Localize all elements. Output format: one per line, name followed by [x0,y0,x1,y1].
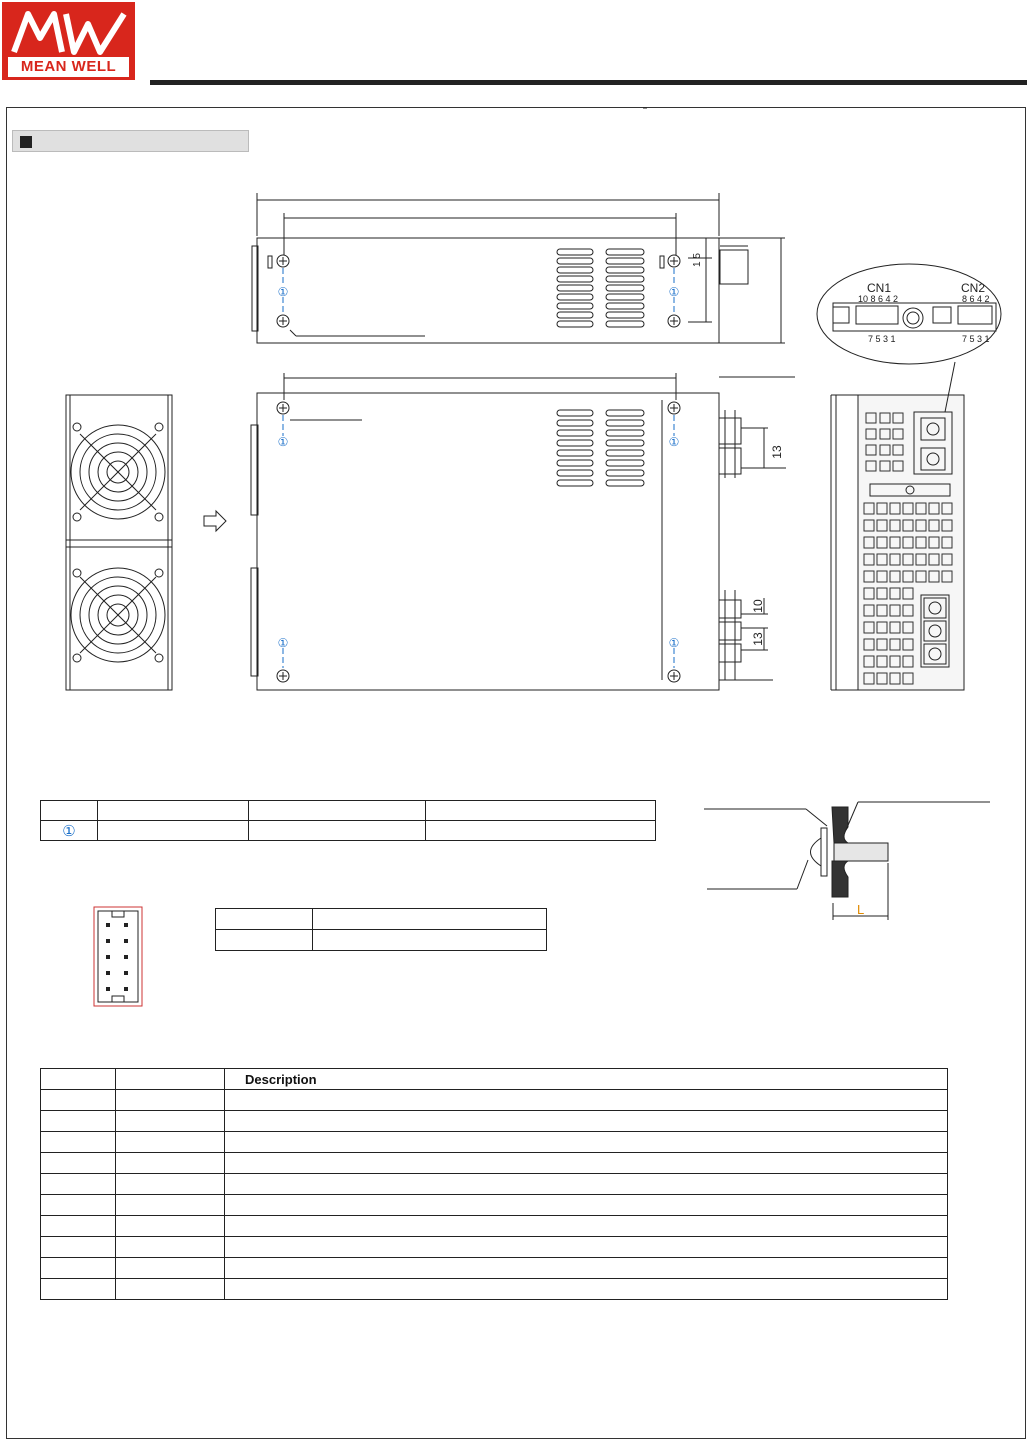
pin-assignment-table [40,1068,948,1300]
connector-callout [817,264,1001,364]
cn1-top-pins: 10 8 6 4 2 [858,294,899,304]
table-cell [225,1279,948,1300]
mounting-screw-table [40,800,656,841]
mount-marker: ① [277,285,289,299]
table-row [41,1132,948,1153]
table-row [41,1237,948,1258]
table-cell [225,1090,948,1111]
table-cell [216,909,313,930]
dimension-label: 13 [751,632,765,646]
table-cell [41,1195,116,1216]
table-cell [249,821,426,841]
description-header: Description [225,1069,948,1090]
table-cell [225,1258,948,1279]
table-cell [41,1279,116,1300]
mount-marker: ① [277,636,289,650]
table-cell [41,801,98,821]
table-cell [41,1090,116,1111]
table-cell [41,1174,116,1195]
table-cell [116,1090,225,1111]
mount-centerlines [283,268,674,668]
cn1-bottom-pins: 7 5 3 1 [868,334,896,344]
table-row [41,801,656,821]
connector-face [94,907,142,1006]
table-cell [249,801,426,821]
table-row [41,1111,948,1132]
table-cell [426,821,656,841]
table-cell [116,1132,225,1153]
table-cell [225,1174,948,1195]
table-cell [41,1111,116,1132]
table-row [41,821,656,841]
table-cell [41,1237,116,1258]
table-row [216,909,547,930]
cn1-label: CN1 [867,281,892,295]
table-row [216,930,547,951]
table-cell [225,1153,948,1174]
screw-detail [704,802,990,920]
connector-table [215,908,547,951]
connector-pins [106,923,128,991]
mount-marker: ① [668,435,680,449]
cn2-label: CN2 [961,281,986,295]
table-row [41,1216,948,1237]
table-row [41,1279,948,1300]
table-cell [116,1174,225,1195]
table-cell [225,1111,948,1132]
fan-view [66,395,226,690]
table-cell [426,801,656,821]
table-row [41,1090,948,1111]
dimension-label: 1 5 [692,253,703,267]
screw-length-label: L [857,902,865,917]
table-cell [225,1237,948,1258]
table-cell [225,1195,948,1216]
table-cell [225,1132,948,1153]
table-row [41,1195,948,1216]
table-cell [98,821,249,841]
table-cell [313,909,547,930]
table-cell [41,1216,116,1237]
table-cell [116,1216,225,1237]
table-cell [116,1111,225,1132]
table-cell [41,1258,116,1279]
mount-marker: ① [668,285,680,299]
table-cell [116,1153,225,1174]
table-header-cell [116,1069,225,1090]
table-row [41,1174,948,1195]
side-view [252,193,785,343]
mount-marker: ① [277,435,289,449]
table-cell [116,1195,225,1216]
table-row [41,1258,948,1279]
table-cell [225,1216,948,1237]
cn2-top-pins: 8 6 4 2 [962,294,990,304]
table-cell [116,1279,225,1300]
table-cell [41,1132,116,1153]
dimension-label: 10 [751,599,765,613]
table-cell [313,930,547,951]
brand-name: MEAN WELL [8,57,129,77]
top-view [251,373,795,690]
table-cell [116,1258,225,1279]
dimension-label: 13 [770,445,784,459]
mount-marker: ① [668,636,680,650]
table-cell [98,801,249,821]
table-cell [116,1237,225,1258]
table-header-cell [41,1069,116,1090]
rear-view [831,362,964,690]
table-cell: ① [41,821,98,841]
cn2-bottom-pins: 7 5 3 1 [962,334,990,344]
table-cell [216,930,313,951]
table-row [41,1153,948,1174]
table-header-row [41,1069,948,1090]
table-cell [41,1153,116,1174]
